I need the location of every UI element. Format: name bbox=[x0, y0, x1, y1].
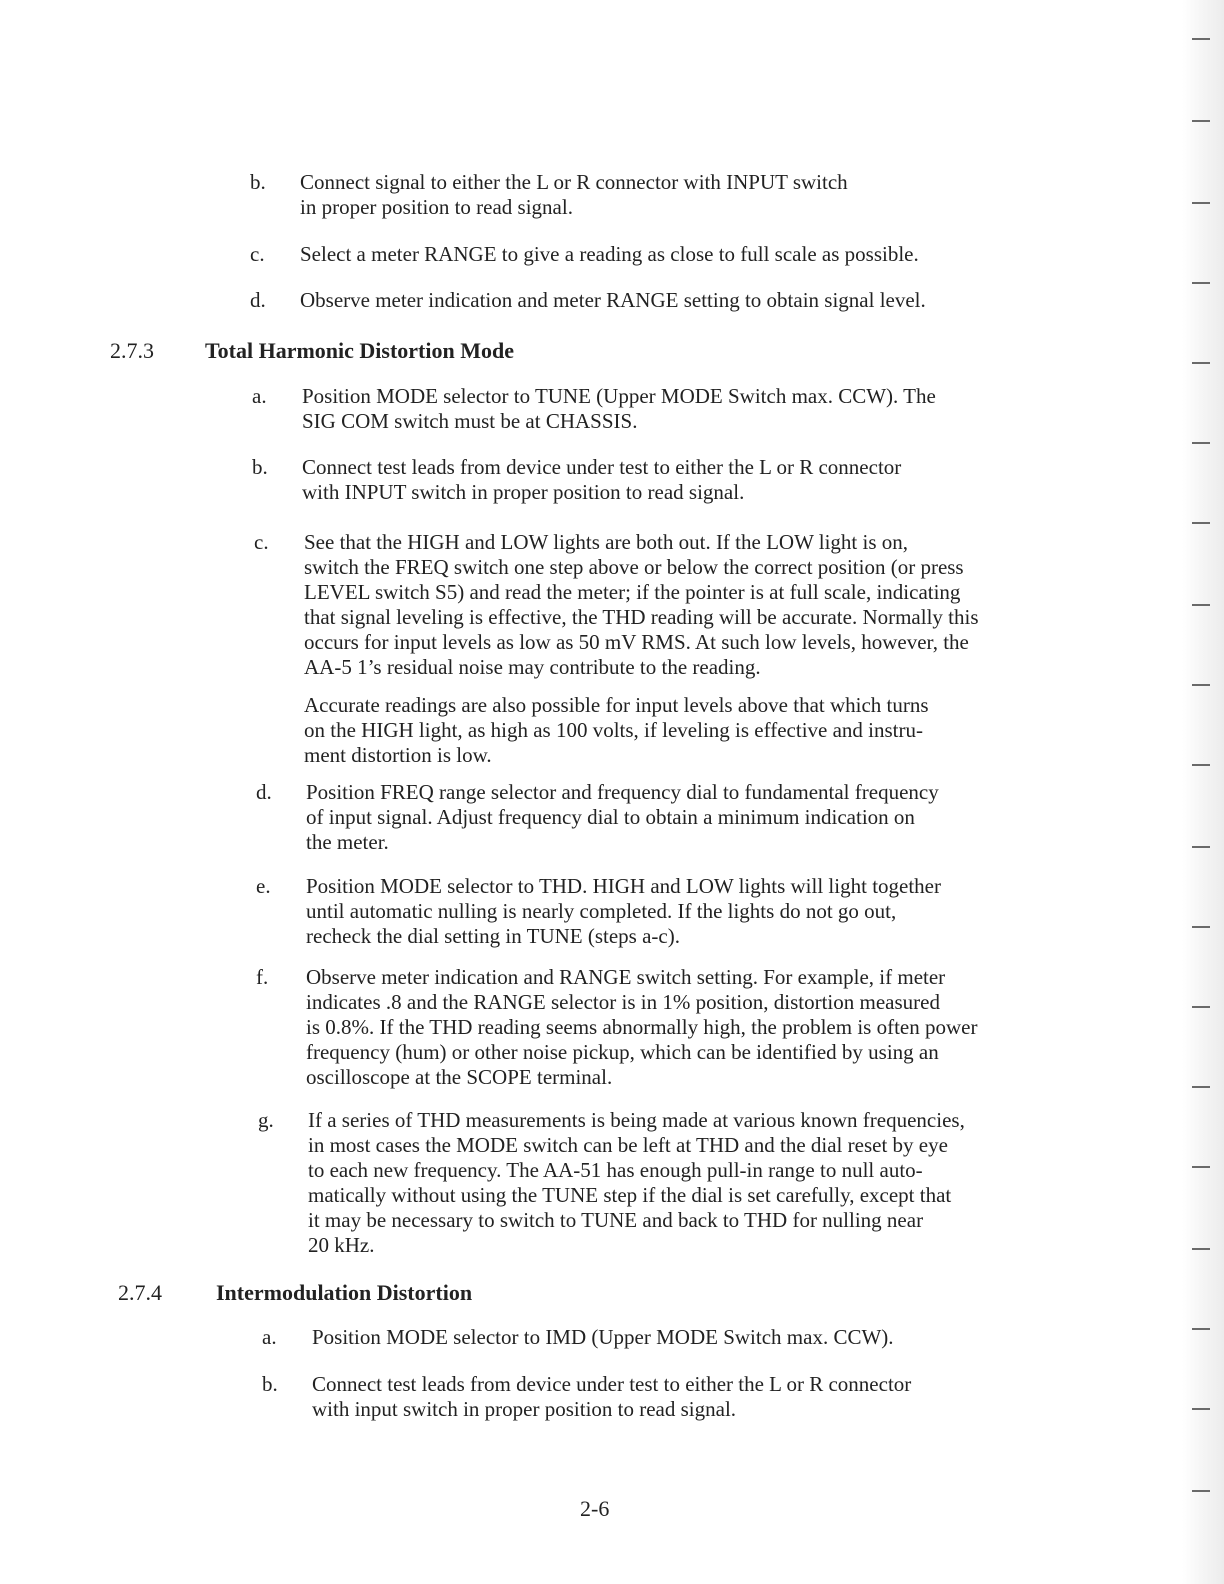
step-text: Select a meter RANGE to give a reading as close to full scale as possible. bbox=[300, 242, 919, 266]
step-text: Observe meter indication and RANGE switch setting. For example, if meter indicates .8 and the RANGE selector is in 1% position, distortion measured is 0.8%. If the THD reading seems abnormally high, the problem is often power frequency (hum) or other noise pickup, which can be identified by using an oscilloscope at the SCOPE terminal. bbox=[306, 965, 978, 1089]
step-text: Position MODE selector to THD. HIGH and LOW lights will light together until automatic nulling is nearly completed. If the lights do not go out, recheck the dial setting in TUNE (steps a-c). bbox=[306, 874, 941, 948]
step-label: a. bbox=[262, 1325, 277, 1349]
step-label: f. bbox=[256, 965, 269, 989]
step-text: See that the HIGH and LOW lights are both out. If the LOW light is on, switch the FREQ switch one step above or below the correct position (or press LEVEL switch S5) and read the meter; if the pointer is at full scale, indicating that signal leveling is effective, the THD reading will be accurate. Normally this occurs for input levels as low as 50 mV RMS. At such low levels, however, the AA-5 1’s residual noise may contribute to the reading. Accurate readings are also possible for input levels above that which turns on the HIGH light, as high as 100 volts, if leveling is effective and instru- ment distortion is low. bbox=[304, 530, 979, 767]
step-label: d. bbox=[256, 780, 272, 804]
section-title: Total Harmonic Distortion Mode bbox=[205, 338, 514, 363]
page-number: 2-6 bbox=[580, 1496, 610, 1521]
step-label: e. bbox=[256, 874, 271, 898]
step-label: a. bbox=[252, 384, 267, 408]
step-label: b. bbox=[250, 170, 266, 194]
step-label: b. bbox=[262, 1372, 278, 1396]
section-title: Intermodulation Distortion bbox=[216, 1280, 473, 1305]
step-text: Position MODE selector to IMD (Upper MODE Switch max. CCW). bbox=[312, 1325, 894, 1349]
step-label: d. bbox=[250, 288, 266, 312]
step-text: Observe meter indication and meter RANGE setting to obtain signal level. bbox=[300, 288, 926, 312]
scan-edge-shadow bbox=[1182, 0, 1224, 1584]
step-label: c. bbox=[254, 530, 269, 554]
step-label: b. bbox=[252, 455, 268, 479]
step-c-paragraph-2: Accurate readings are also possible for input levels above that which turns bbox=[304, 693, 929, 717]
step-text: Connect signal to either the L or R connector with INPUT switch in proper position to read signal. bbox=[300, 170, 848, 219]
section-number: 2.7.3 bbox=[110, 338, 154, 363]
step-text: Connect test leads from device under test to either the L or R connector with INPUT switch in proper position to read signal. bbox=[302, 455, 902, 504]
section-number: 2.7.4 bbox=[118, 1280, 162, 1305]
step-label: c. bbox=[250, 242, 265, 266]
step-text: Position MODE selector to TUNE (Upper MODE Switch max. CCW). The SIG COM switch must be at CHASSIS. bbox=[302, 384, 936, 433]
step-text: If a series of THD measurements is being made at various known frequencies, in most cases the MODE switch can be left at THD and the dial reset by eye to each new frequency. The AA-51 has enough pull-in range to null auto- matically without using the TUNE step if the dial is set carefully, except that it may be necessary to switch to TUNE and back to THD for nulling near 20 kHz. bbox=[308, 1108, 965, 1257]
step-text: Connect test leads from device under test to either the L or R connector with input switch in proper position to read signal. bbox=[312, 1372, 912, 1421]
step-text: Position FREQ range selector and frequency dial to fundamental frequency of input signal. Adjust frequency dial to obtain a minimum indication on the meter. bbox=[306, 780, 939, 854]
step-label: g. bbox=[258, 1108, 274, 1132]
